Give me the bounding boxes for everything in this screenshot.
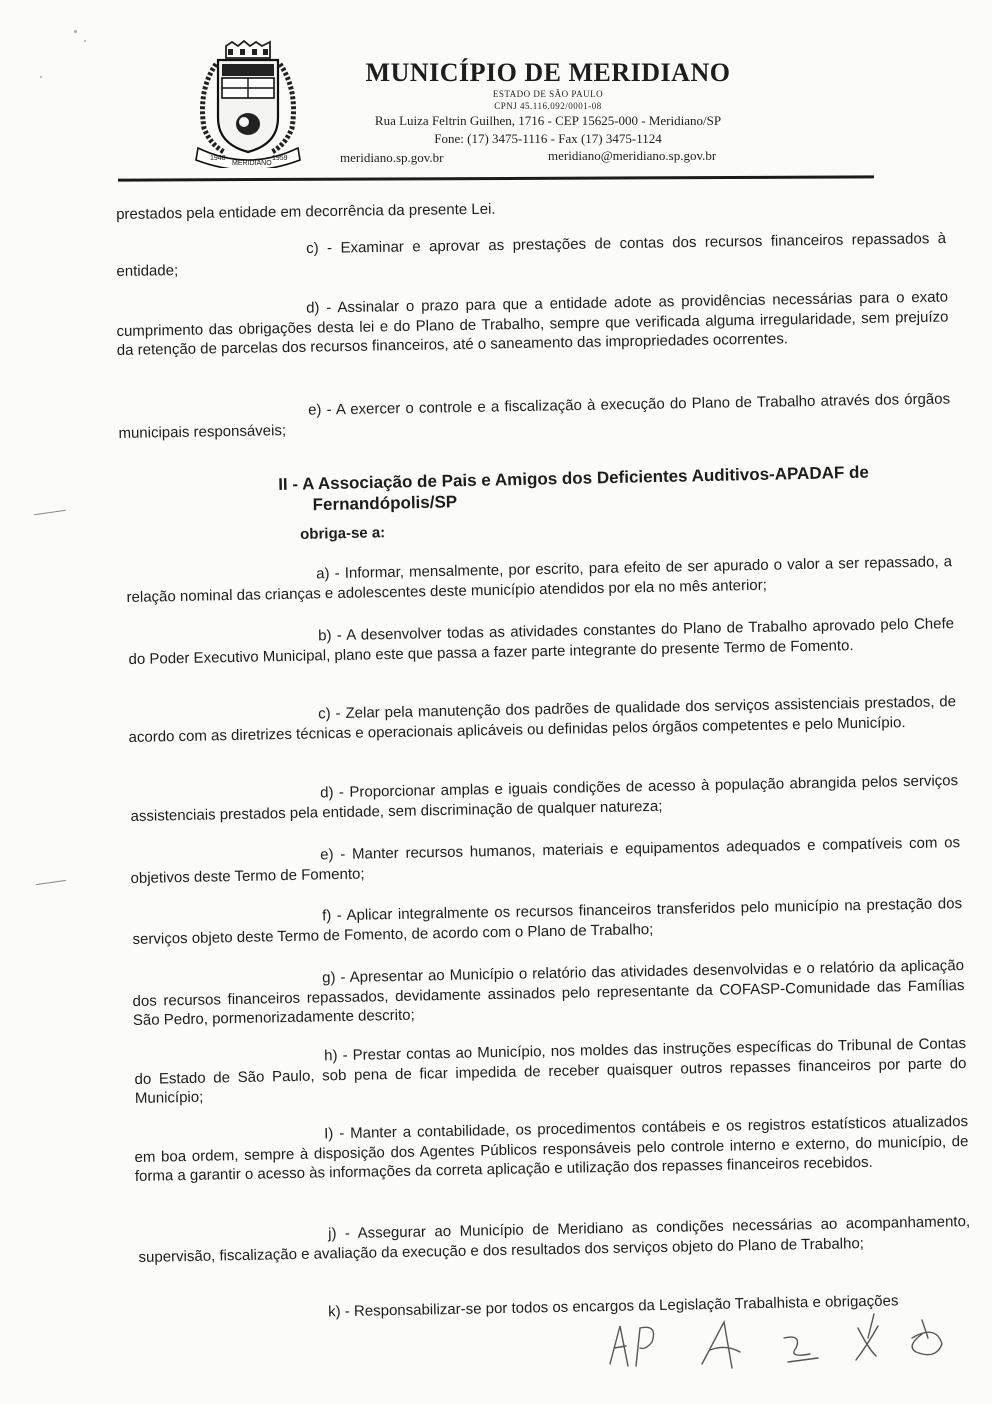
obligation-d-text: d) - Proporcionar amplas e iguais condições de acesso à população abrangida pelos serviços assistenciais prestados pela entidade, sem discriminação de qualquer natureza; [130, 772, 959, 825]
obligation-h-text: h) - Prestar contas ao Município, nos moldes das instruções específicas do Tribunal de Contas do Estado de São Paulo, sob pena de ficar impedida de receber quaisquer outros repasses financeiros por parte do Município; [134, 1035, 967, 1107]
obligation-e [130, 833, 961, 888]
margin-mark [34, 510, 66, 515]
scan-speck [74, 30, 77, 33]
paragraph-d-text: d) - Assinalar o prazo para que a entidade adote as providências necessárias para o exato cumprimento das obrigações desta lei e do Plano de Trabalho, sempre que verificada alguma irregularidade, sem prejuízo da retenção de parcelas dos recursos financeiros, até o saneamento das impropriedades ocorrentes. [116, 288, 949, 359]
state-name: ESTADO DE SÃO PAULO [492, 89, 604, 99]
scan-speck [40, 76, 42, 78]
obligation-b-text: b) - A desenvolver todas as atividades constantes do Plano de Trabalho aprovado pelo Chefe do Poder Executivo Municipal, plano este que passa a fazer parte integrante do presente Termo de Fomento. [128, 615, 955, 668]
obligation-e-text: e) - Manter recursos humanos, materiais e equipamentos adequados e compatíveis com os objetivos deste Termo de Fomento; [130, 834, 961, 887]
letterhead [188, 40, 888, 180]
section-heading-line-1: II - A Associação de Pais e Amigos dos Deficientes Auditivos-APADAF de [278, 462, 870, 494]
obligation-i [134, 1112, 969, 1186]
obligation-c [128, 692, 957, 747]
paragraph-d [116, 287, 949, 360]
cnpj-number: CPNJ 45.116.092/0001-08 [494, 101, 602, 111]
obligation-f-text: f) - Aplicar integralmente os recursos financeiros transferidos pelo município na prestação dos serviços objeto deste Termo de Fomento, de acordo com o Plano de Trabalho; [132, 895, 963, 948]
paragraph-c-text: c) - Examinar e aprovar as prestações de contas dos recursos financeiros repassados à entidade; [116, 229, 947, 280]
section-obligation-label: obriga-se a: [300, 524, 386, 543]
paragraph-c [116, 229, 947, 281]
obligation-b [128, 614, 955, 669]
crest-year-left: 1948 [210, 155, 226, 162]
handwritten-initials-signature [606, 1308, 966, 1378]
section-heading-line-2: Fernandópolis/SP [312, 492, 458, 515]
letterhead-text-block [338, 58, 758, 148]
obligation-j [138, 1212, 971, 1267]
obligation-g [132, 956, 965, 1030]
obligation-g-text: g) - Apresentar ao Município o relatório das atividades desenvolvidas e o relatório da aplicação dos recursos financeiros repassados, devidamente assinados pelo representante da COFASP-Comunidade das Famílias São Pedro, pormenorizadamente descrito; [132, 957, 965, 1029]
obligation-j-text: j) - Assegurar ao Município de Meridiano as condições necessárias ao acompanhamento, supervisão, fiscalização e avaliação da execução e dos resultados dos serviços objeto do Plano de Trabalho; [138, 1213, 971, 1266]
obligation-a [126, 552, 953, 607]
paragraph-e [118, 389, 951, 443]
address-line: Rua Luiza Feltrin Guilhen, 1716 - CEP 15625-000 - Meridiano/SP [374, 113, 722, 128]
obligation-h [134, 1034, 967, 1108]
obligation-c-text: c) - Zelar pela manutenção dos padrões de qualidade dos serviços assistenciais prestados, de acordo com as diretrizes técnicas e operacionais aplicáveis ou definidas pelos órgãos competentes e pelo Município. [128, 693, 957, 746]
margin-mark [36, 880, 66, 885]
obligation-d [130, 771, 959, 826]
obligation-a-text: a) - Informar, mensalmente, por escrito, para efeito de ser apurado o valor a ser repassado, a relação nominal das crianças e adolescentes deste município atendidos por ela no mês anterior; [126, 553, 953, 606]
obligation-k-text: k) - Responsabilizar-se por todos os encargos da Legislação Trabalhista e obrigações [327, 1292, 899, 1321]
section-heading [278, 460, 929, 516]
obligation-i-text: I) - Manter a contabilidade, os procedimentos contábeis e os registros estatísticos atualizados em boa ordem, sempre à disposição dos Agentes Públicos responsáveis pelo controle interno e externo, do município, de forma a garantir o acesso às informações da correta aplicação e utilização dos repasses financeiros recebidos. [134, 1112, 969, 1185]
email-link[interactable]: meridiano@meridiano.sp.gov.br [548, 148, 717, 163]
paragraph-intro: prestados pela entidade em decorrência da presente Lei. [116, 200, 496, 223]
scan-speck [84, 40, 86, 42]
obligation-f [132, 894, 963, 949]
crest-ribbon-text: MERIDIANO [232, 160, 272, 167]
municipal-crest-icon [188, 40, 308, 168]
crest-year-right: 1959 [272, 155, 288, 162]
phone-line: Fone: (17) 3475-1116 - Fax (17) 3475-1124 [434, 131, 662, 146]
paragraph-e-text: e) - A exercer o controle e a fiscalização à execução do Plano de Trabalho através dos órgãos municipais responsáveis; [118, 390, 951, 442]
municipality-title: MUNICÍPIO DE MERIDIANO [365, 58, 731, 87]
website-link[interactable]: meridiano.sp.gov.br [340, 150, 444, 165]
